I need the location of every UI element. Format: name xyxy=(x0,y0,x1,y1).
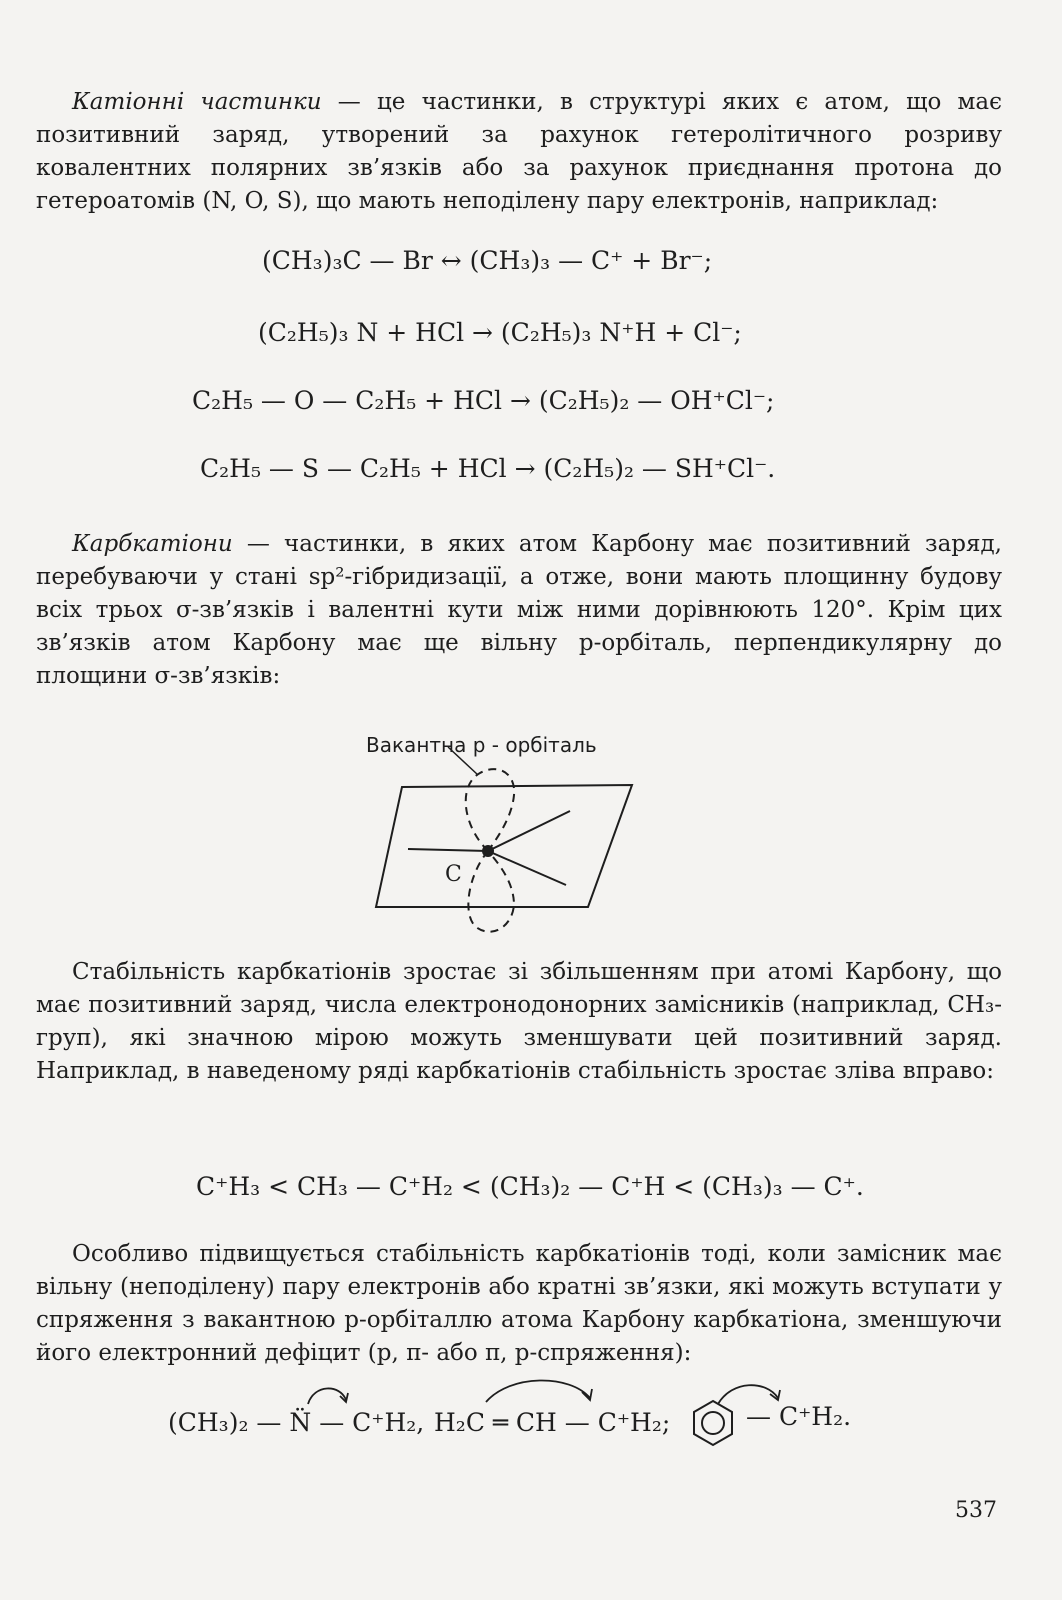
carbocation-orbital-figure xyxy=(370,755,640,950)
sigma-bond-left xyxy=(408,849,488,851)
p-orbital-lower-lobe xyxy=(468,851,514,932)
sigma-bond-lower-right xyxy=(488,851,566,885)
paragraph-carbocations xyxy=(36,528,1002,693)
figure-label-vacant-orbital: Вакантна p - орбіталь xyxy=(366,733,597,757)
p-orbital-upper-lobe xyxy=(466,769,514,851)
carbon-atom-label: C xyxy=(445,862,462,887)
formula-diethyl-sulfide: C₂H₅ — S — C₂H₅ + HCl → (C₂H₅)₂ — SH⁺Cl⁻. xyxy=(200,454,776,483)
formula-diethyl-ether: C₂H₅ — O — C₂H₅ + HCl → (C₂H₅)₂ — OH⁺Cl⁻; xyxy=(192,386,775,415)
conjugation-allyl: H₂C ═ CH — C⁺H₂; xyxy=(434,1408,671,1437)
sigma-plane xyxy=(376,785,632,907)
page-number: 537 xyxy=(955,1498,997,1523)
paragraph-carbocations-text: — частинки, в яких атом Карбону має позитивний заряд, перебуваючи у стані sp²-гібридизації, а отже, вони мають площинну будову всіх трьох σ-зв’язків і валентні кути між ними дорівнюють 120°. Крім цих зв’язків атом Карбону має ще вільну p-орбіталь, перпендикулярну до площини σ-зв’язків: xyxy=(36,531,1002,689)
formula-tert-butyl-bromide: (CH₃)₃C — Br ↔ (CH₃)₃ — C⁺ + Br⁻; xyxy=(262,246,713,275)
term-cationic-particles: Катіонні частинки xyxy=(72,89,322,115)
paragraph-stability: Стабільність карбкатіонів зростає зі збільшенням при атомі Карбону, що має позитивний заряд, числа електронодонорних замісників (наприклад, CH₃-груп), які значною мірою можуть зменшувати цей позитивний заряд. Наприклад, в наведеному ряді карбкатіонів стабільність зростає зліва вправо: xyxy=(36,959,1002,1084)
term-carbocations: Карбкатіони xyxy=(72,531,233,557)
carbocation-stability-series: C⁺H₃ < CH₃ — C⁺H₂ < (CH₃)₂ — C⁺H < (CH₃)₃ — C⁺. xyxy=(196,1172,864,1201)
conjugation-dimethylamino: (CH₃)₂ — N̈ — C⁺H₂, xyxy=(168,1408,425,1437)
formula-triethylamine: (C₂H₅)₃ N + HCl → (C₂H₅)₃ N⁺H + Cl⁻; xyxy=(258,318,742,347)
paragraph-conjugation: Особливо підвищується стабільність карбкатіонів тоді, коли замісник має вільну (неподілену) пару електронів або кратні зв’язки, які можуть вступати у спряження з вакантною p-орбіталлю атома Карбону карбкатіона, зменшуючи його електронний дефіцит (p, π- або π, p-спряження): xyxy=(36,1241,1002,1366)
paragraph-cationic-particles xyxy=(36,86,1002,218)
conjugation-arrow-allyl xyxy=(480,1372,600,1406)
conjugation-arrow-nitrogen xyxy=(300,1380,360,1410)
paragraph-cationic-text: — це частинки, в структурі яких є атом, що має позитивний заряд, утворений за рахунок гетеролітичного розриву ковалентних полярних зв’язків або за рахунок приєднання протона до гетероатомів (N, O, S), що мають неподілену пару електронів, наприклад: xyxy=(36,89,1002,214)
carbon-atom-dot xyxy=(482,845,494,857)
sigma-bond-upper-right xyxy=(488,811,570,851)
conjugation-benzyl: — C⁺H₂. xyxy=(746,1402,852,1431)
